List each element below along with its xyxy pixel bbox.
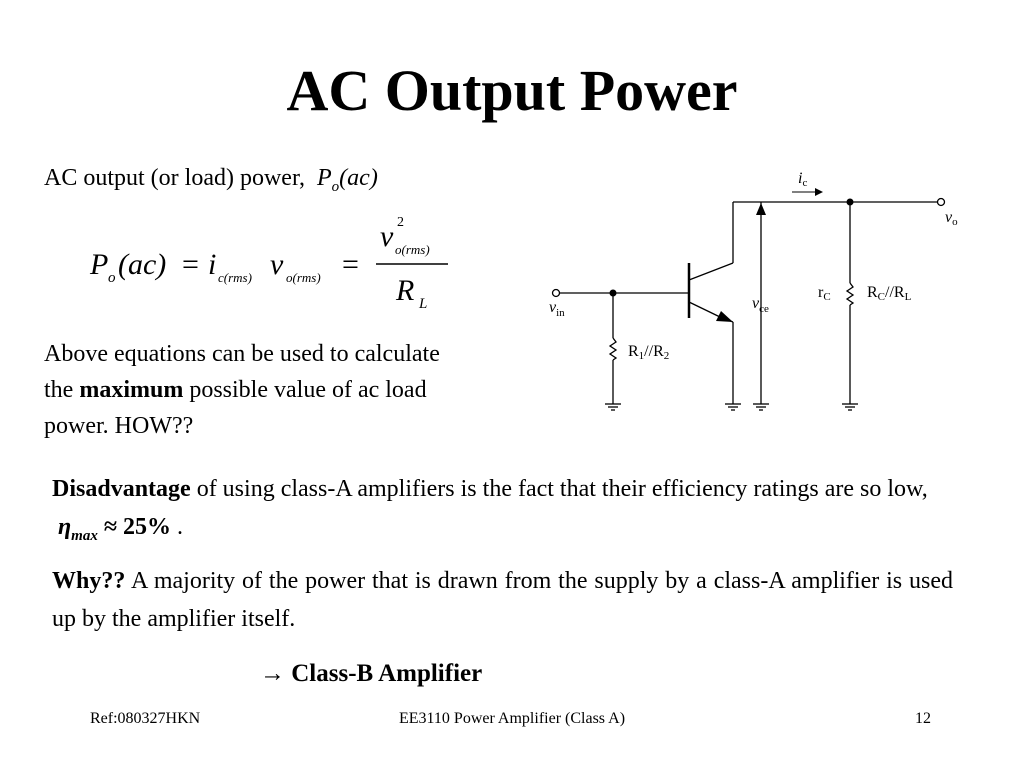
amplifier-circuit-diagram [540, 160, 990, 420]
eq-denominator-sub: L [419, 296, 428, 312]
intro-line [44, 165, 378, 196]
label-r1-parallel-r2: R1//R2 [628, 343, 670, 362]
label-ic: ic [798, 170, 808, 189]
right-arrow-icon: → [260, 660, 285, 687]
intro-symbol: $P_o(ac)$ [317, 165, 378, 195]
junction-dot [847, 199, 854, 206]
label-vin: $v_{in}$ [549, 299, 565, 319]
footer-course-title: EE3110 Power Amplifier (Class A) [398, 710, 626, 727]
junction-dot [610, 290, 617, 297]
why-heading: Why?? [52, 568, 126, 594]
label-rc-parallel-rl: RC//RL [867, 284, 912, 303]
label-rc: rC [818, 284, 831, 303]
bias-resistor [610, 338, 616, 360]
ground-symbol [605, 404, 621, 410]
ground-symbol [842, 404, 858, 410]
ground-symbol [753, 404, 769, 410]
eq-lhs-arg: (ac) [118, 248, 167, 281]
eq-numerator-main: v [380, 220, 394, 253]
footer-reference: Ref:080327HKN [90, 710, 201, 727]
eq-equals-1: = [182, 248, 199, 281]
emitter-arrow [716, 311, 733, 322]
ic-arrowhead [815, 188, 823, 196]
load-resistor [847, 283, 853, 305]
why-paragraph: Why?? A majority of the power that is drawn from the supply by a class-A amplifier is used up by the amplifier itself. [52, 568, 953, 632]
eq-current-sub: c(rms) [218, 270, 252, 285]
collector-arm [689, 263, 733, 280]
eq-voltage-sub: o(rms) [286, 270, 321, 285]
efficiency-expression: $\eta_{max} \approx 25\%$ [58, 514, 172, 544]
class-b-label: Class-B Amplifier [291, 660, 483, 687]
label-vce: $v_{ce}$ [752, 295, 769, 315]
disadvantage-heading: Disadvantage [52, 476, 191, 502]
output-terminal [938, 199, 945, 206]
eq-lhs-sub: o [108, 270, 116, 286]
power-equation [86, 212, 456, 318]
label-vo: vo [945, 209, 958, 228]
ground-symbol [725, 404, 741, 410]
eq-current-main: i [208, 248, 217, 281]
eq-numerator-sup: 2 [397, 215, 404, 230]
eq-equals-2: = [342, 248, 359, 281]
eq-numerator-sub: o(rms) [395, 242, 430, 257]
class-b-conclusion [260, 660, 482, 688]
eq-lhs-main: P [90, 248, 109, 281]
emitter-arm [689, 302, 720, 317]
page-title: AC Output Power [286, 58, 738, 123]
emphasis-maximum: maximum [79, 377, 184, 403]
vce-arrow [756, 203, 766, 215]
input-terminal [553, 290, 560, 297]
eq-denominator-main: R [396, 274, 415, 307]
disadvantage-paragraph: Disadvantage of using class-A amplifiers is the fact that their efficiency ratings are so low, $\eta_{max} \approx 25\%$ . [52, 476, 928, 544]
above-paragraph: Above equations can be used to calculate the maximum possible value of ac load power. HOW?? [44, 341, 440, 439]
eq-voltage-main: v [270, 248, 284, 281]
intro-text: AC output (or load) power, [44, 165, 305, 191]
footer-page-number: 12 [915, 710, 931, 727]
